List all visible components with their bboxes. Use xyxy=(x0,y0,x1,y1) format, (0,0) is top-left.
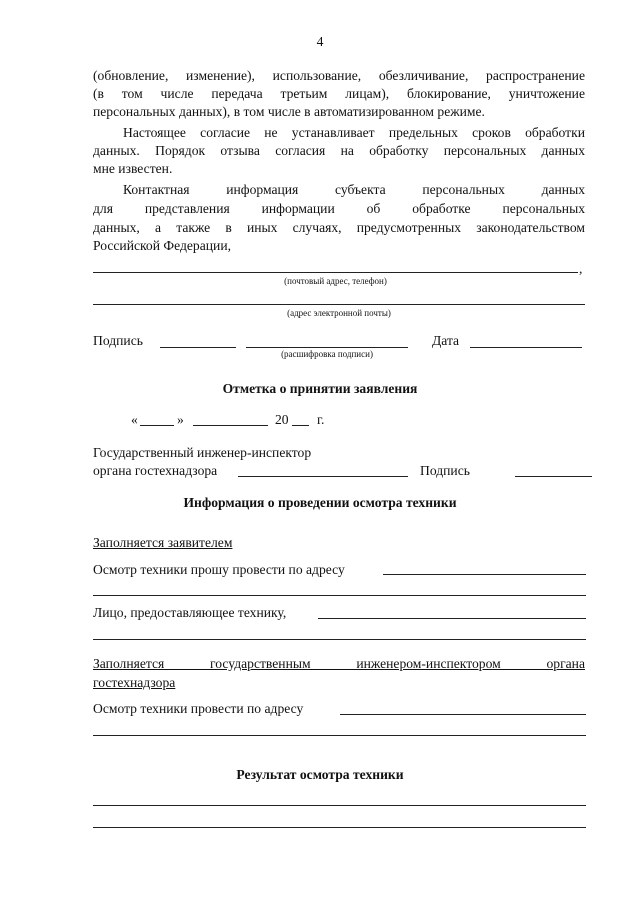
conduct-address-label: Осмотр техники провести по адресу xyxy=(93,701,304,716)
result-field-2[interactable] xyxy=(93,827,586,828)
person-label: Лицо, предоставляющее технику, xyxy=(93,605,287,620)
filled-by-inspector-1: Заполняется государственным инженером-инспектором органа xyxy=(93,656,585,671)
consent-line-1: (обновление, изменение), использование, обезличивание, распространение xyxy=(93,68,585,83)
consent-term-line-1: Настоящее согласие не устанавливает предельных сроков обработки xyxy=(123,125,585,140)
quote-close: » xyxy=(177,412,184,427)
consent-term-line-2: данных. Порядок отзыва согласия на обработку персональных данных xyxy=(93,143,585,158)
filled-by-inspector-2: гостехнадзора xyxy=(93,675,176,690)
consent-term-line-3: мне известен. xyxy=(93,161,173,176)
result-field-1[interactable] xyxy=(93,805,586,806)
quote-open: « xyxy=(131,412,138,427)
consent-line-2: (в том числе передача третьим лицам), блокирование, уничтожение xyxy=(93,86,585,101)
date-label: Дата xyxy=(432,333,460,348)
contact-info-line-2: для представления информации об обработке персональных xyxy=(93,201,585,216)
inspector-signature-label: Подпись xyxy=(420,463,470,478)
inspector-label-2: органа гостехнадзора xyxy=(93,463,218,478)
request-address-field-2[interactable] xyxy=(93,595,586,596)
year-field[interactable] xyxy=(292,425,309,426)
year-suffix: г. xyxy=(317,412,325,427)
signature-decode-caption: (расшифровка подписи) xyxy=(281,349,373,359)
contact-info-line-1: Контактная информация субъекта персональных данных xyxy=(123,182,585,197)
day-field[interactable] xyxy=(140,425,174,426)
signature-label: Подпись xyxy=(93,333,143,348)
email-field[interactable] xyxy=(93,304,585,305)
postal-address-field[interactable] xyxy=(93,272,578,273)
person-field-2[interactable] xyxy=(93,639,586,640)
contact-info-line-3: данных, а также в иных случаях, предусмотренных законодательством xyxy=(93,220,585,235)
month-field[interactable] xyxy=(193,425,268,426)
filled-by-applicant: Заполняется заявителем xyxy=(93,535,233,550)
email-caption: (адрес электронной почты) xyxy=(287,308,391,318)
contact-info-line-4: Российской Федерации, xyxy=(93,238,231,253)
result-heading: Результат осмотра техники xyxy=(236,767,404,782)
page-number: 4 xyxy=(316,34,324,49)
acceptance-heading: Отметка о принятии заявления xyxy=(222,381,418,396)
inspector-name-field[interactable] xyxy=(238,476,408,477)
postal-caption: (почтовый адрес, телефон) xyxy=(284,276,387,286)
conduct-address-field-2[interactable] xyxy=(93,735,586,736)
person-field[interactable] xyxy=(318,618,586,619)
signature-field[interactable] xyxy=(160,347,236,348)
postal-comma: , xyxy=(579,261,583,276)
consent-line-3: персональных данных), в том числе в автоматизированном режиме. xyxy=(93,104,485,119)
inspector-signature-field[interactable] xyxy=(515,476,592,477)
conduct-address-field[interactable] xyxy=(340,714,586,715)
signature-decode-field[interactable] xyxy=(246,347,408,348)
date-field[interactable] xyxy=(470,347,582,348)
request-address-field[interactable] xyxy=(383,574,586,575)
request-address-label: Осмотр техники прошу провести по адресу xyxy=(93,562,345,577)
year-prefix: 20 xyxy=(275,412,289,427)
inspection-heading: Информация о проведении осмотра техники xyxy=(183,495,457,510)
inspector-label-1: Государственный инженер-инспектор xyxy=(93,445,312,460)
